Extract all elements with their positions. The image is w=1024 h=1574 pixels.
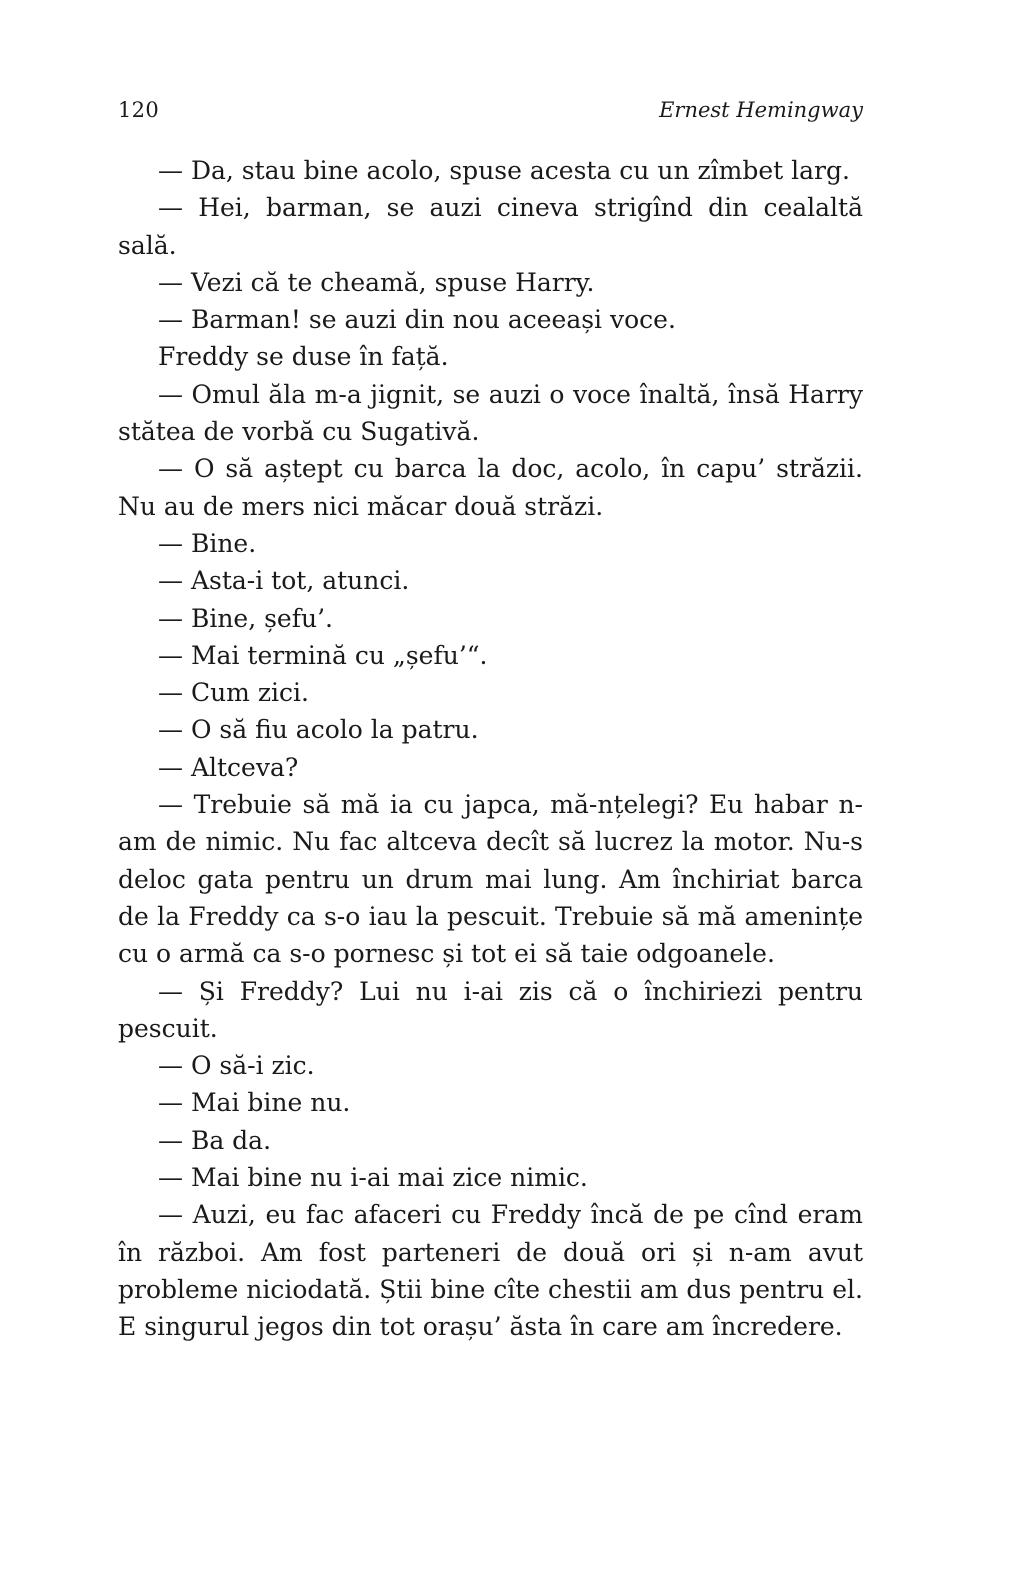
paragraph: — Mai termină cu „șefu’“.	[158, 640, 488, 670]
page-header	[118, 95, 863, 127]
running-head: Ernest Hemingway	[659, 98, 863, 122]
paragraph: — Bine.	[158, 528, 257, 558]
page-number: 120	[118, 98, 159, 122]
paragraph: — Barman! se auzi din nou aceeași voce.	[158, 305, 676, 335]
paragraph: — Mai bine nu.	[158, 1088, 351, 1118]
paragraph: — Bine, șefu’.	[158, 603, 333, 633]
paragraph: — Auzi, eu fac afaceri cu Freddy încă de pe cînd eram în război. Am fost parteneri de două ori și n-am avut probleme niciodată. Știi bine cîte chestii am dus pentru el. E singurul jegos din tot orașu’ ăsta în care am încredere.	[118, 1200, 863, 1342]
body-text	[118, 152, 863, 1346]
paragraph: — O să aștept cu barca la doc, acolo, în capu’ străzii. Nu au de mers nici măcar două străzi.	[118, 454, 863, 521]
paragraph: — Vezi că te cheamă, spuse Harry.	[158, 267, 595, 297]
paragraph: — O să-i zic.	[158, 1051, 315, 1081]
paragraph: — Mai bine nu i-ai mai zice nimic.	[158, 1163, 588, 1193]
paragraph: — Hei, barman, se auzi cineva strigînd din cealaltă sală.	[118, 193, 863, 260]
paragraph: — Cum zici.	[158, 678, 309, 708]
paragraph: — Și Freddy? Lui nu i-ai zis că o închiriezi pentru pescuit.	[118, 976, 863, 1043]
paragraph: — Asta-i tot, atunci.	[158, 566, 410, 596]
paragraph: — Altceva?	[158, 752, 299, 782]
paragraph: — O să fiu acolo la patru.	[158, 715, 479, 745]
paragraph: — Ba da.	[158, 1125, 272, 1155]
paragraph: — Da, stau bine acolo, spuse acesta cu un zîmbet larg.	[158, 156, 850, 185]
paragraph: — Omul ăla m-a jignit, se auzi o voce înaltă, însă Harry stătea de vorbă cu Sugativă.	[118, 379, 863, 447]
paragraph: Freddy se duse în față.	[158, 342, 449, 372]
paragraph: — Trebuie să mă ia cu japca, mă-nțelegi? Eu habar n-am de nimic. Nu fac altceva decît să lucrez la motor. Nu-s deloc gata pentru un drum mai lung. Am închiriat barca de la Freddy ca s-o iau la pescuit. Trebuie să mă amenințe cu o armă ca s-o pornesc și tot ei să taie odgoanele.	[118, 790, 863, 969]
